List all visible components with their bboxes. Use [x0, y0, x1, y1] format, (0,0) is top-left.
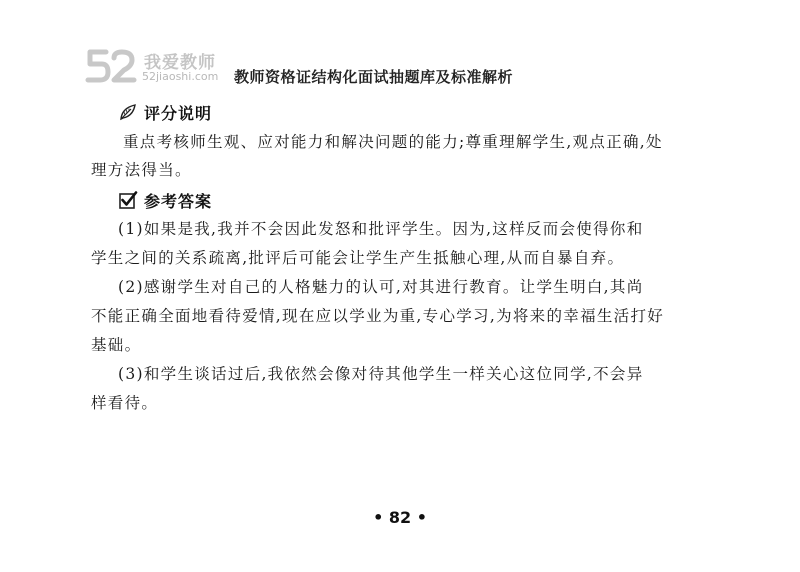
scoring-line: 重点考核师生观、应对能力和解决问题的能力;尊重理解学生,观点正确,处 — [123, 133, 663, 151]
logo-url-text: 52jiaoshi.com — [142, 70, 219, 83]
logo-52-mark — [84, 48, 138, 84]
answer-line: (1)如果是我,我并不会因此发怒和批评学生。因为,这样反而会使得你和 — [118, 220, 644, 238]
book-title: 教师资格证结构化面试抽题库及标准解析 — [234, 68, 514, 86]
answer-line: 学生之间的关系疏离,批评后可能会让学生产生抵触心理,从而自暴自弃。 — [91, 249, 625, 267]
answer-line: 样看待。 — [91, 394, 159, 412]
answer-line: (3)和学生谈话过后,我依然会像对待其他学生一样关心这位同学,不会异 — [118, 365, 644, 383]
scoring-section-heading — [118, 101, 212, 123]
answer-line: 不能正确全面地看待爱情,现在应以学业为重,专心学习,为将来的幸福生活打好 — [91, 307, 665, 325]
scoring-heading-label: 评分说明 — [144, 103, 213, 123]
logo-brand-text: 我爱教师 — [144, 53, 216, 73]
answer-section-heading — [118, 189, 212, 211]
checkbox-checked-icon — [118, 190, 138, 210]
scoring-line: 理方法得当。 — [91, 161, 192, 179]
answer-line: (2)感谢学生对自己的人格魅力的认可,对其进行教育。让学生明白,其尚 — [118, 278, 644, 296]
answer-heading-label: 参考答案 — [144, 191, 213, 211]
answer-line: 基础。 — [91, 336, 142, 354]
page-number: • 82 • — [373, 508, 427, 527]
publisher-logo — [84, 46, 224, 86]
leaf-icon — [118, 102, 138, 122]
